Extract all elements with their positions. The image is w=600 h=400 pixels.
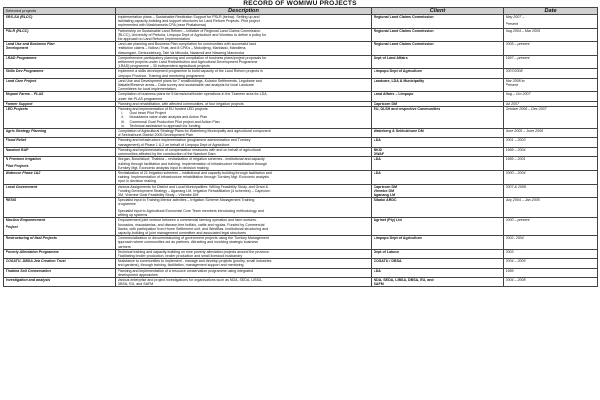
cell-text-line: settlement projects under Land Redistribution and Agricultural Development Programme bbox=[117, 60, 258, 65]
cell-text-line: Aug – Oct 2007 bbox=[505, 92, 531, 97]
table-row bbox=[4, 15, 598, 29]
cell-text-line: Land Affairs – Limpopo bbox=[373, 92, 414, 97]
cell-text-line: May 2007 – bbox=[505, 15, 525, 19]
cell-text-line: RESIS bbox=[5, 198, 17, 203]
project-name-cell bbox=[4, 198, 116, 218]
client-cell bbox=[372, 157, 504, 171]
cell-text-line: Capricorn DM bbox=[373, 184, 398, 189]
cell-text-line: (LRAD) programme – 30 independent agricultural projects bbox=[117, 64, 210, 69]
cell-text-line: Committees for local implementation. bbox=[117, 87, 177, 92]
cell-text-line: Restructuring of Itsal Projects bbox=[5, 236, 57, 241]
cell-text-line: Limpopo Dept of Agriculture bbox=[373, 69, 423, 74]
date-cell bbox=[504, 55, 598, 69]
cell-text-line: development approaches bbox=[117, 272, 158, 277]
cell-text-line: Various Assignments for District and Local Municipalities: Willing Feasibility Study, and Grant & bbox=[117, 184, 268, 189]
cell-text-line: Technical training and capacity-building on nine poverty alleviation projects around the province. bbox=[117, 249, 270, 254]
table-body bbox=[4, 15, 598, 287]
cell-text-line: Turnkey Mgt. Economic analysis input in decision making bbox=[117, 165, 209, 170]
description-cell bbox=[116, 268, 372, 277]
cell-text-line: Development bbox=[5, 46, 29, 51]
description-cell bbox=[116, 218, 372, 236]
client-cell bbox=[372, 218, 504, 236]
cell-text-line: Facilitating broiler production, broiler production and small livestock husbandry bbox=[117, 253, 243, 258]
sub-item-number: iii. bbox=[121, 119, 125, 124]
cell-text-line: 1999 – 2001 bbox=[505, 157, 526, 162]
client-cell bbox=[372, 107, 504, 129]
cell-text-line: and gardens), through training, facilitation, management support and mentoring bbox=[117, 263, 244, 268]
project-name-cell bbox=[4, 268, 116, 277]
cell-text-line: programme bbox=[117, 202, 136, 207]
date-cell bbox=[504, 78, 598, 92]
cell-text-line: Present bbox=[505, 83, 518, 88]
cell-text-line: Partnership on Sustainable Land Reform – initiative of Regional Land Claims Commission bbox=[117, 28, 261, 33]
cell-text-line: Flood Relief bbox=[5, 138, 27, 143]
project-name-cell bbox=[4, 129, 116, 138]
cell-text-line: July 2004 – Jan 2005 bbox=[505, 198, 540, 203]
description-cell bbox=[116, 107, 372, 129]
project-name-cell bbox=[4, 236, 116, 250]
client-cell bbox=[372, 236, 504, 250]
cell-text-line: Limpopo Province. Training and mentoring programme. bbox=[117, 73, 206, 78]
date-cell bbox=[504, 157, 598, 171]
cell-text-line: EU, DLSH and respective Communities bbox=[373, 107, 441, 112]
cell-text-line: MacAvo Empowerment bbox=[5, 218, 46, 223]
date-cell bbox=[504, 236, 598, 250]
table-header-row bbox=[4, 8, 598, 15]
cell-text-line: Regional Land Claims Commission bbox=[373, 15, 434, 19]
description-cell bbox=[116, 236, 372, 250]
date-cell bbox=[504, 218, 598, 236]
client-cell bbox=[372, 198, 504, 218]
cell-text-line: October 2006 – Dec 2007 bbox=[505, 107, 547, 112]
client-cell bbox=[372, 138, 504, 147]
table-row bbox=[4, 42, 598, 56]
cell-text-line: Vhembe DM bbox=[373, 188, 395, 193]
cell-text-line: 1999 bbox=[505, 268, 514, 273]
cell-text-line: Aganang LM bbox=[373, 192, 396, 197]
client-cell bbox=[372, 259, 504, 268]
cell-text-line: DWAF bbox=[373, 152, 385, 157]
cell-text-line: Sibalo/ ARDC bbox=[373, 198, 397, 203]
project-name-cell bbox=[4, 259, 116, 268]
project-name-cell bbox=[4, 28, 116, 42]
client-cell bbox=[372, 78, 504, 92]
cell-text-line: 2007/2008 bbox=[505, 69, 523, 74]
cell-text-line: Planning and infrastructure implementation (programme administration and Turnkey bbox=[117, 138, 251, 143]
cell-text-line: Planning and implementation of EU funded LED projects: bbox=[117, 107, 209, 112]
client-cell bbox=[372, 147, 504, 156]
cell-text-line: approach where communities act as partners. Attracting and involving strategic business bbox=[117, 240, 258, 245]
cell-text-line: Waterberg & Sekhukhune DM bbox=[373, 129, 424, 134]
cell-text-line: Nandoni RAP bbox=[5, 147, 29, 152]
date-cell bbox=[504, 259, 598, 268]
cell-text-line: 2001 – 2003 bbox=[505, 138, 526, 143]
sub-item-text: Gusi bean Pilot Project bbox=[129, 111, 167, 116]
project-name-cell bbox=[4, 157, 116, 171]
project-name-cell bbox=[4, 170, 116, 184]
client-cell bbox=[372, 129, 504, 138]
cell-text-line: Land use planning and Business Plan compilation for communities with successful land bbox=[117, 42, 257, 47]
cell-text-line: 2004 – 2008 bbox=[505, 277, 526, 282]
description-cell bbox=[116, 92, 372, 101]
date-cell bbox=[504, 129, 598, 138]
client-cell bbox=[372, 268, 504, 277]
cell-text-line: 2000 – present bbox=[505, 218, 530, 223]
description-cell bbox=[116, 55, 372, 69]
client-cell bbox=[372, 28, 504, 42]
cell-text-line: Comprehensive participatory planning and compilation of business plans/project proposals for bbox=[117, 55, 267, 60]
cell-text-line: LRAD Programme bbox=[5, 55, 37, 60]
client-cell bbox=[372, 15, 504, 29]
cell-text-line: Implementation plans – Sustainable Restitution Support for PSLR (below). Setting up and bbox=[117, 15, 260, 19]
cell-text-line: Thabina Soil Conservation bbox=[5, 268, 51, 273]
cell-text-line: Pilot Projects bbox=[5, 163, 29, 168]
table-row bbox=[4, 138, 598, 147]
client-cell bbox=[372, 249, 504, 258]
table-row bbox=[4, 28, 598, 42]
description-cell bbox=[116, 157, 372, 171]
date-cell bbox=[504, 15, 598, 29]
description-cell bbox=[116, 147, 372, 156]
cell-text-line: Local Government bbox=[5, 184, 38, 189]
project-name-cell bbox=[4, 92, 116, 101]
cell-text-line: Mar 2008 to bbox=[505, 78, 525, 83]
cell-text-line: COSATU- DBSA Job Creation Trust bbox=[5, 259, 66, 264]
cell-text-line: 2003 bbox=[505, 249, 514, 254]
date-cell bbox=[504, 28, 598, 42]
cell-text-line: Limpopo Dept of Agriculture bbox=[373, 236, 423, 241]
cell-text-line: Compilation of Agricultural Strategy Plans for Waterberg Municipality and agricultural component bbox=[117, 129, 271, 134]
table-row bbox=[4, 78, 598, 92]
cell-text-line: Makalle/Reserve areas – Data survey and sustainable use analysis for local Landcare bbox=[117, 83, 254, 88]
cell-text-line: Planning and implementation of a resource conservation programme using integrated bbox=[117, 268, 254, 273]
cell-text-line: Funding Development Strategy – Aganang LM, Irrigation Rehabilitation (4 schemes) – Capricorn bbox=[117, 188, 271, 193]
project-name-cell bbox=[4, 147, 116, 156]
project-name-cell bbox=[4, 249, 116, 258]
cell-text-line: (RLCC), University of Pretoria, Limpopo Dept of Agriculture and Womiwu to define a policy for bbox=[117, 32, 267, 37]
cell-text-line: Dept of Land Affairs bbox=[373, 55, 408, 60]
table-row bbox=[4, 157, 598, 171]
date-cell bbox=[504, 170, 598, 184]
client-cell bbox=[372, 69, 504, 78]
cell-text-line: SRS-SA (RLCC) bbox=[5, 15, 33, 19]
cell-text-line: Revitalization of 21 irrigation schemes – institutional and capacity building through facilitation and bbox=[117, 170, 272, 175]
cell-text-line: Project bbox=[5, 224, 18, 229]
cell-text-line: Regional Land Claims Commission bbox=[373, 42, 434, 47]
description-cell bbox=[116, 184, 372, 198]
table-row bbox=[4, 236, 598, 250]
cell-text-line: 2007 & 2008 bbox=[505, 184, 526, 189]
cell-text-line: LED Projects bbox=[5, 107, 28, 112]
cell-text-line: Avocados, macadamias, and disease-free buffalo, cattle and ngulas. Funded by Commercial bbox=[117, 222, 265, 227]
cell-text-line: Morgan, Boschkloof, Thabina – revitalization of irrigation schemes - institutional and capacity bbox=[117, 157, 265, 162]
header-selected-projects: Selected projects bbox=[4, 8, 116, 15]
sub-item-number: ii. bbox=[121, 115, 125, 120]
date-cell bbox=[504, 42, 598, 56]
description-cell bbox=[116, 69, 372, 78]
client-cell bbox=[372, 170, 504, 184]
project-name-cell bbox=[4, 218, 116, 236]
cell-text-line: DBSA, EU, and SAFM bbox=[117, 282, 154, 287]
cell-text-line: LDA bbox=[373, 170, 381, 175]
date-cell bbox=[504, 268, 598, 277]
cell-text-line: BKS/ bbox=[373, 147, 383, 152]
cell-text-line: Land Use and Development plans for 7 smallholdings, Kulamo Settlements, Legobane and bbox=[117, 78, 262, 83]
description-cell bbox=[116, 42, 372, 56]
cell-text-line: LDA bbox=[373, 268, 381, 273]
cell-text-line: N Province Irrigation bbox=[5, 157, 41, 162]
date-cell bbox=[504, 277, 598, 286]
cell-text-line: Assistance to communities to implement - manage and develop projects (poultry, small industries bbox=[117, 259, 272, 264]
cell-text-line: Agrinet (Pty) Ltd bbox=[373, 218, 402, 223]
cell-text-line: input in decision making bbox=[117, 179, 156, 184]
table-row bbox=[4, 198, 598, 218]
description-cell bbox=[116, 277, 372, 286]
cell-text-line: Planning and implementation of compensation measures with and on behalf of agricultural bbox=[117, 147, 261, 152]
cell-text-line: partners bbox=[117, 244, 131, 249]
sub-item-number: iv. bbox=[121, 123, 125, 128]
cell-text-line: PSLR (RLCC) bbox=[5, 28, 29, 33]
cell-text-line: Land Use and Business Plan bbox=[5, 42, 55, 47]
cell-text-line: communities affected by the construction of the Nandoni Dam bbox=[117, 152, 216, 157]
cell-text-line: Mawungani, Genlundeburg, Tale Va Mbvuda, Naasmdi and Ntsweng Manonoka bbox=[117, 50, 245, 55]
cell-text-line: Planning and rehabilitation, with affected communities, of four irrigation projects bbox=[117, 101, 244, 106]
cell-text-line: Landcare, LDA & Municipality bbox=[373, 78, 425, 83]
description-cell bbox=[116, 249, 372, 258]
cell-text-line: Specialist input to Training Mentor activities – Irrigation Scheme Management Training bbox=[117, 198, 255, 203]
cell-text-line: Dept of Labour bbox=[373, 249, 400, 254]
cell-text-line: Mopani Farms – PLAS bbox=[5, 92, 44, 97]
cell-text-line: Compilation of business plans for 5 farms/smallholder operations in the Tzaneen area for LDA bbox=[117, 92, 267, 97]
cell-text-line: Poverty Alleviation Programme bbox=[5, 249, 59, 254]
sub-item bbox=[118, 124, 370, 128]
date-cell bbox=[504, 69, 598, 78]
date-cell bbox=[504, 147, 598, 156]
project-name-cell bbox=[4, 138, 116, 147]
table-row bbox=[4, 277, 598, 286]
cell-text-line: 2000 – 2004 bbox=[505, 170, 526, 175]
date-cell bbox=[504, 184, 598, 198]
cell-text-line: Banks, with participation from Home Settlement unit, and WestBas. Institutional structuring and bbox=[117, 226, 269, 231]
header-client: Client bbox=[372, 8, 504, 15]
date-cell bbox=[504, 138, 598, 147]
project-name-cell bbox=[4, 107, 116, 129]
table-row bbox=[4, 259, 598, 268]
cell-text-line: 2005 – present bbox=[505, 42, 530, 47]
client-cell bbox=[372, 184, 504, 198]
cell-text-line: implemented with Maskhansela CPA (near Phalaborwa) bbox=[117, 23, 207, 28]
cell-text-line: restitution claims – Ndlovu Trust, and 8 CPA's – Mokotjeng, Maridadu, Mandlena, bbox=[117, 46, 247, 51]
description-cell bbox=[116, 15, 372, 29]
table-row bbox=[4, 268, 598, 277]
table-row bbox=[4, 129, 598, 138]
cell-text-line: building through facilitation and training. Implementation of infrastructure rehabilitation through bbox=[117, 161, 267, 166]
date-cell bbox=[504, 249, 598, 258]
table-row bbox=[4, 55, 598, 69]
cell-text-line: 1999 – 2004 bbox=[505, 147, 526, 152]
cell-text-line: facilitating capacity-building and support structures for Land Reform Projects. Pilot project bbox=[117, 19, 260, 24]
document-title: RECORD OF WOMIWU PROJECTS bbox=[243, 0, 357, 7]
cell-text-line: training. Implementation of infrastructure rehabilitation through Turnkey Mgt. Economic analysis bbox=[117, 175, 269, 180]
project-name-cell bbox=[4, 42, 116, 56]
description-cell bbox=[116, 129, 372, 138]
cell-text-line: Agric Strategy Planning bbox=[5, 129, 47, 134]
client-cell bbox=[372, 277, 504, 286]
project-name-cell bbox=[4, 184, 116, 198]
cell-text-line: Specialist input to Agricultural Economist Core Team members introducing methodology and bbox=[117, 208, 264, 213]
cell-text-line: Regional Land Claims Commission bbox=[373, 28, 434, 33]
description-cell bbox=[116, 170, 372, 184]
project-name-cell bbox=[4, 69, 116, 78]
description-cell bbox=[116, 138, 372, 147]
date-cell bbox=[504, 92, 598, 101]
cell-text-line: under the PLAS programme bbox=[117, 96, 163, 101]
description-cell bbox=[116, 198, 372, 218]
cell-text-line: Implement a skills development programme to build capacity of the Land Reform projects in bbox=[117, 69, 263, 74]
table-row bbox=[4, 92, 598, 101]
cell-text-line: LDA bbox=[373, 138, 381, 143]
table-row bbox=[4, 107, 598, 129]
header-description: Description bbox=[116, 8, 372, 15]
cell-text-line: COSATU / DBSA bbox=[373, 259, 402, 264]
cell-text-line: Farmer Support bbox=[5, 101, 33, 106]
client-cell bbox=[372, 55, 504, 69]
description-cell bbox=[116, 78, 372, 92]
cell-text-line: management) of Phase 1 & 2 on behalf of Limpopo Dept of Agriculture. bbox=[117, 142, 231, 147]
cell-text-line: NDA, SEDA, LIBSA, DBSA, EU, and bbox=[373, 277, 434, 282]
table-row bbox=[4, 249, 598, 258]
sub-item-text: Mocadamia value chain analysis and Action Plan bbox=[129, 115, 208, 120]
cell-text-line: the approach to Land Reform Implementation bbox=[117, 37, 190, 42]
table-row bbox=[4, 147, 598, 156]
cell-text-line: SAFM bbox=[373, 282, 384, 287]
project-name-cell bbox=[4, 277, 116, 286]
date-cell bbox=[504, 198, 598, 218]
cell-text-line: Aug 2004 – Mar 2005 bbox=[505, 28, 541, 33]
cell-text-line: Present bbox=[505, 21, 518, 26]
table-row bbox=[4, 218, 598, 236]
cell-text-line: of Sekhukhune District 2005 Development Plan bbox=[117, 133, 193, 138]
project-name-cell bbox=[4, 78, 116, 92]
client-cell bbox=[372, 42, 504, 56]
projects-table bbox=[3, 7, 598, 287]
cell-text-line: 1997 – present bbox=[505, 55, 530, 60]
cell-text-line: Investigation and analysis bbox=[5, 277, 51, 282]
table-row bbox=[4, 69, 598, 78]
cell-text-line: capacity-building of joint management committee and associated legal structures bbox=[117, 230, 246, 235]
cell-text-line: Wateroor Phase 1&2 bbox=[5, 170, 41, 175]
cell-text-line: 2002- 2004 bbox=[505, 236, 524, 241]
project-name-cell bbox=[4, 55, 116, 69]
description-cell bbox=[116, 28, 372, 42]
sub-item-text: Communal Goat Production Pilot project and Action Plan bbox=[129, 119, 220, 124]
client-cell bbox=[372, 92, 504, 101]
project-name-cell bbox=[4, 15, 116, 29]
sub-item-text: Technical assistance to approach for funding bbox=[129, 123, 201, 128]
cell-text-line: Various enterprise and project investigations for organisations such as NDA, SEDA, LIBSA, bbox=[117, 277, 263, 282]
cell-text-line: Empowerment joint venture between a commercial farming operation and farm workers. bbox=[117, 218, 257, 223]
cell-text-line: DM, Vhembe Goat Feasibility Study – Vhembe DM bbox=[117, 192, 199, 197]
cell-text-line: 2004 – 2005 bbox=[505, 259, 526, 264]
cell-text-line: LDA bbox=[373, 157, 381, 162]
sub-item-number: i. bbox=[121, 111, 124, 116]
cell-text-line: Jul 2007 bbox=[505, 101, 520, 106]
header-date: Date bbox=[504, 8, 598, 15]
cell-text-line: Commercialization or decommissioning of government projects using the Turnkey Management bbox=[117, 236, 269, 241]
table-row bbox=[4, 170, 598, 184]
cell-text-line: Skills Dev Programme bbox=[5, 69, 44, 74]
cell-text-line: June 2005 – June 2006 bbox=[505, 129, 544, 134]
cell-text-line: Capricorn DM bbox=[373, 101, 398, 106]
table-row bbox=[4, 184, 598, 198]
description-cell bbox=[116, 259, 372, 268]
cell-text-line: Land Care Project bbox=[5, 78, 37, 83]
date-cell bbox=[504, 107, 598, 129]
cell-text-line: setting up systems bbox=[117, 213, 148, 218]
